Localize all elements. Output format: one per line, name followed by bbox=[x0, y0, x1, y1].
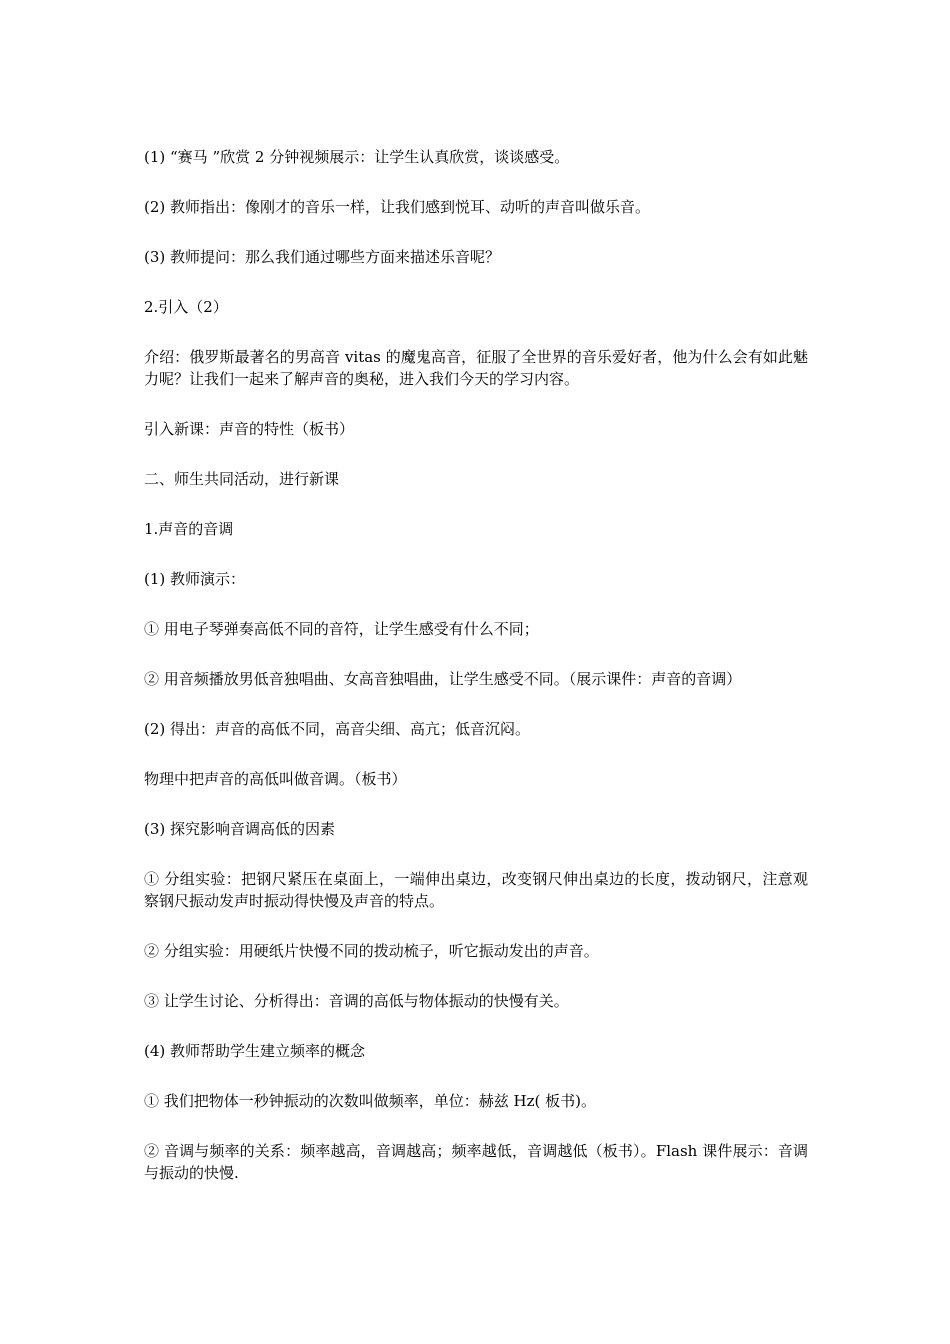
paragraph-teacher-demo: (1) 教师演示： bbox=[144, 570, 246, 588]
heading-part-two-activities: 二、师生共同活动，进行新课 bbox=[144, 470, 340, 488]
paragraph-frequency-definition: ① 我们把物体一秒钟振动的次数叫做频率，单位：赫兹 Hz( 板书)。 bbox=[144, 1092, 596, 1110]
paragraph-sub-1-horse-race-video: (1) “赛马 ”欣赏 2 分钟视频展示：让学生认真欣赏，谈谈感受。 bbox=[144, 148, 570, 166]
paragraph-experiment-ruler: ① 分组实验：把钢尺紧压在桌面上，一端伸出桌边，改变钢尺伸出桌边的长度，拨动钢尺，注意观察钢尺振动发声时振动得快慢及声音的特点。 bbox=[144, 870, 808, 910]
paragraph-discussion: ③ 让学生讨论、分析得出：音调的高低与物体振动的快慢有关。 bbox=[144, 992, 569, 1010]
paragraph-demo-audio: ② 用音频播放男低音独唱曲、女高音独唱曲，让学生感受不同。（展示课件：声音的音调） bbox=[144, 670, 742, 688]
paragraph-experiment-comb: ② 分组实验：用硬纸片快慢不同的拨动梳子，听它振动发出的声音。 bbox=[144, 942, 599, 960]
paragraph-frequency-concept: (4) 教师帮助学生建立频率的概念 bbox=[144, 1042, 366, 1060]
paragraph-demo-keyboard: ① 用电子琴弹奏高低不同的音符，让学生感受有什么不同； bbox=[144, 620, 539, 638]
paragraph-sub-2-teacher-points-out: (2) 教师指出：像刚才的音乐一样，让我们感到悦耳、动听的声音叫做乐音。 bbox=[144, 198, 651, 216]
paragraph-pitch-frequency-relation: ② 音调与频率的关系：频率越高，音调越高；频率越低，音调越低（板书）。Flash 课件展示：音调与振动的快慢. bbox=[144, 1142, 808, 1182]
paragraph-vitas-introduction: 介绍：俄罗斯最著名的男高音 vitas 的魔鬼高音，征服了全世界的音乐爱好者，他为什么会有如此魅力呢？让我们一起来了解声音的奥秘，进入我们今天的学习内容。 bbox=[144, 348, 808, 388]
paragraph-pitch-definition: 物理中把声音的高低叫做音调。（板书） bbox=[144, 770, 407, 788]
heading-pitch-of-sound: 1.声音的音调 bbox=[144, 520, 234, 538]
document-body bbox=[144, 146, 808, 1184]
paragraph-conclusion-pitch: (2) 得出：声音的高低不同，高音尖细、高亢；低音沉闷。 bbox=[144, 720, 531, 738]
paragraph-explore-factors: (3) 探究影响音调高低的因素 bbox=[144, 820, 336, 838]
paragraph-sub-3-teacher-asks: (3) 教师提问：那么我们通过哪些方面来描述乐音呢？ bbox=[144, 248, 501, 266]
paragraph-new-lesson-intro: 引入新课：声音的特性（板书） bbox=[144, 420, 355, 438]
paragraph-section-2-introduction: 2.引入（2） bbox=[144, 298, 228, 316]
